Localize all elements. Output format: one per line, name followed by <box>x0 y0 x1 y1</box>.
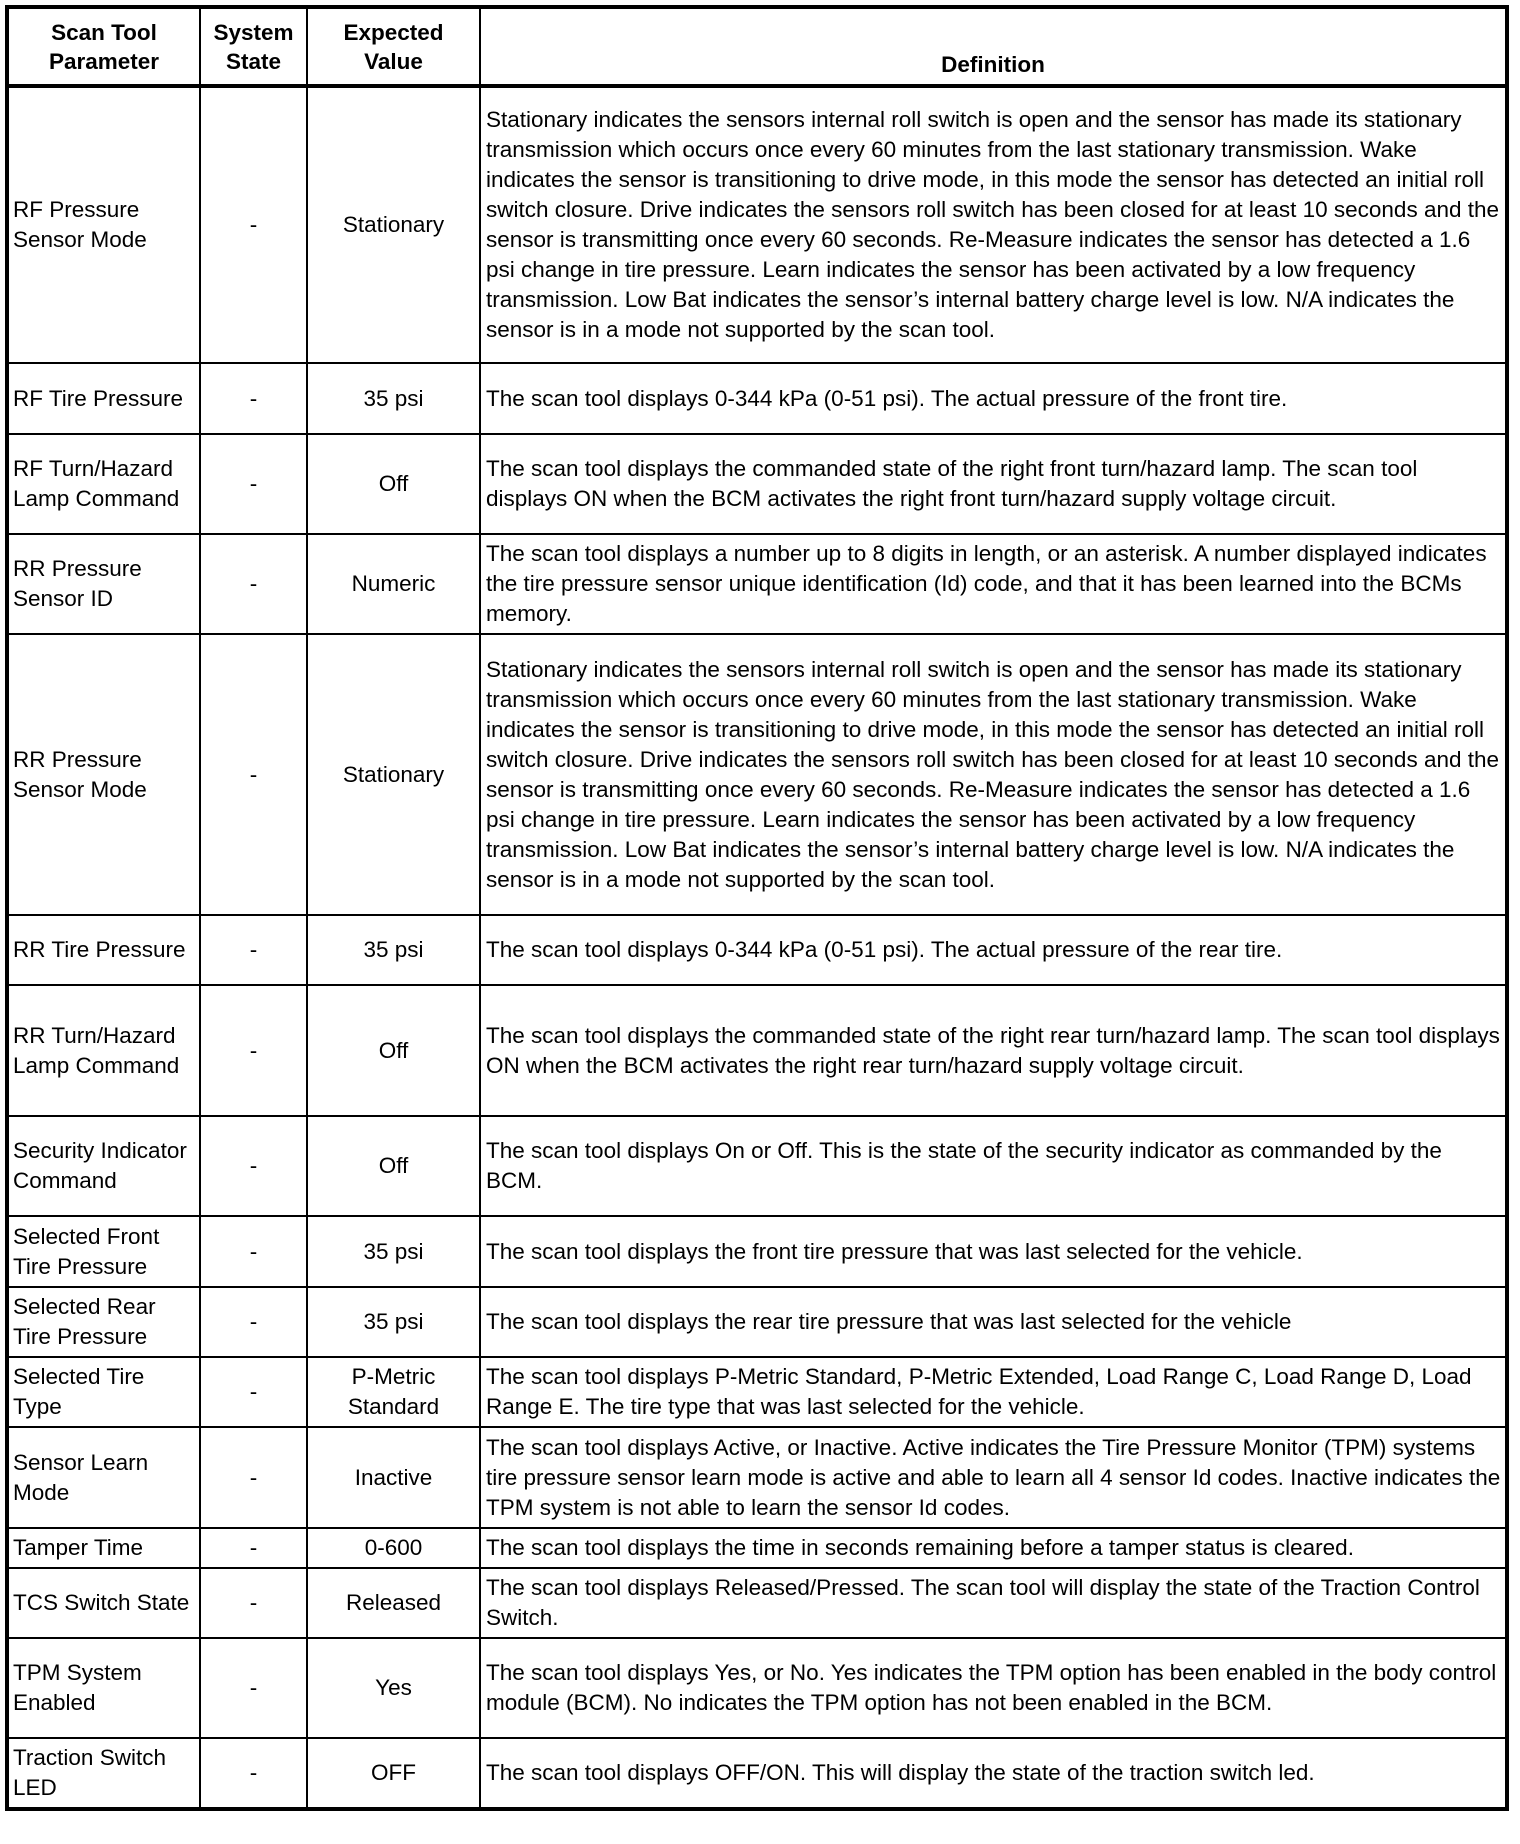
system-state-cell: - <box>200 1287 307 1357</box>
system-state-cell: - <box>200 534 307 634</box>
parameter-cell: RR Tire Pressure <box>7 915 200 985</box>
expected-value-cell: 35 psi <box>307 1287 480 1357</box>
table-row <box>7 1427 1507 1528</box>
table-row <box>7 534 1507 634</box>
parameter-cell: RR Pressure Sensor Mode <box>7 634 200 915</box>
parameter-cell: Selected Rear Tire Pressure <box>7 1287 200 1357</box>
expected-value-cell: OFF <box>307 1738 480 1809</box>
expected-value-cell: Released <box>307 1568 480 1638</box>
expected-value-cell: 35 psi <box>307 1216 480 1287</box>
expected-value-cell: 0-600 <box>307 1528 480 1568</box>
system-state-cell: - <box>200 1568 307 1638</box>
table-row <box>7 1568 1507 1638</box>
parameter-cell: RF Tire Pressure <box>7 363 200 434</box>
system-state-cell: - <box>200 1738 307 1809</box>
definition-cell: The scan tool displays the commanded state of the right front turn/hazard lamp. The scan tool displays ON when the BCM activates the right front turn/hazard supply voltage circuit. <box>480 434 1507 534</box>
expected-value-cell: Yes <box>307 1638 480 1738</box>
parameter-cell: RR Pressure Sensor ID <box>7 534 200 634</box>
system-state-cell: - <box>200 1357 307 1427</box>
definition-cell: The scan tool displays the commanded state of the right rear turn/hazard lamp. The scan tool displays ON when the BCM activates the right rear turn/hazard supply voltage circuit. <box>480 985 1507 1116</box>
scan-tool-parameter-table <box>5 5 1509 1811</box>
table-row <box>7 86 1507 363</box>
parameter-cell: TPM System Enabled <box>7 1638 200 1738</box>
definition-cell: The scan tool displays the rear tire pressure that was last selected for the vehicle <box>480 1287 1507 1357</box>
definition-cell: The scan tool displays Released/Pressed. The scan tool will display the state of the Traction Control Switch. <box>480 1568 1507 1638</box>
expected-value-cell: 35 psi <box>307 915 480 985</box>
definition-cell: The scan tool displays 0-344 kPa (0-51 psi). The actual pressure of the rear tire. <box>480 915 1507 985</box>
expected-value-cell: Off <box>307 985 480 1116</box>
parameter-cell: Tamper Time <box>7 1528 200 1568</box>
expected-value-cell: Off <box>307 434 480 534</box>
system-state-cell: - <box>200 1427 307 1528</box>
header-system-state: System State <box>200 7 307 86</box>
table-row <box>7 1216 1507 1287</box>
expected-value-cell: Off <box>307 1116 480 1216</box>
system-state-cell: - <box>200 434 307 534</box>
expected-value-cell: Stationary <box>307 86 480 363</box>
system-state-cell: - <box>200 985 307 1116</box>
system-state-cell: - <box>200 634 307 915</box>
definition-cell: Stationary indicates the sensors internal roll switch is open and the sensor has made its stationary transmission which occurs once every 60 minutes from the last stationary transmission. Wake indicates the sensor is transitioning to drive mode, in this mode the sensor has detected an initial roll switch closure. Drive indicates the sensors roll switch has been closed for at least 10 seconds and the sensor is transmitting once every 60 seconds. Re-Measure indicates the sensor has detected a 1.6 psi change in tire pressure. Learn indicates the sensor has been activated by a low frequency transmission. Low Bat indicates the sensor’s internal battery charge level is low. N/A indicates the sensor is in a mode not supported by the scan tool. <box>480 634 1507 915</box>
parameter-cell: Selected Tire Type <box>7 1357 200 1427</box>
parameter-cell: Sensor Learn Mode <box>7 1427 200 1528</box>
system-state-cell: - <box>200 1216 307 1287</box>
table-row <box>7 1638 1507 1738</box>
definition-cell: The scan tool displays P-Metric Standard, P-Metric Extended, Load Range C, Load Range D, Load Range E. The tire type that was last selected for the vehicle. <box>480 1357 1507 1427</box>
parameter-cell: Security Indicator Command <box>7 1116 200 1216</box>
definition-cell: The scan tool displays a number up to 8 digits in length, or an asterisk. A number displayed indicates the tire pressure sensor unique identification (Id) code, and that it has been learned into the BCMs memory. <box>480 534 1507 634</box>
table-body <box>7 86 1507 1809</box>
table-row <box>7 1738 1507 1809</box>
table-row <box>7 434 1507 534</box>
system-state-cell: - <box>200 915 307 985</box>
parameter-cell: TCS Switch State <box>7 1568 200 1638</box>
system-state-cell: - <box>200 363 307 434</box>
table-row <box>7 1287 1507 1357</box>
table-row <box>7 363 1507 434</box>
definition-cell: The scan tool displays On or Off. This is the state of the security indicator as commanded by the BCM. <box>480 1116 1507 1216</box>
definition-cell: The scan tool displays Active, or Inactive. Active indicates the Tire Pressure Monitor (TPM) systems tire pressure sensor learn mode is active and able to learn all 4 sensor Id codes. Inactive indicates the TPM system is not able to learn the sensor Id codes. <box>480 1427 1507 1528</box>
system-state-cell: - <box>200 1638 307 1738</box>
definition-cell: Stationary indicates the sensors internal roll switch is open and the sensor has made its stationary transmission which occurs once every 60 minutes from the last stationary transmission. Wake indicates the sensor is transitioning to drive mode, in this mode the sensor has detected an initial roll switch closure. Drive indicates the sensors roll switch has been closed for at least 10 seconds and the sensor is transmitting once every 60 seconds. Re-Measure indicates the sensor has detected a 1.6 psi change in tire pressure. Learn indicates the sensor has been activated by a low frequency transmission. Low Bat indicates the sensor’s internal battery charge level is low. N/A indicates the sensor is in a mode not supported by the scan tool. <box>480 86 1507 363</box>
expected-value-cell: Inactive <box>307 1427 480 1528</box>
table-row <box>7 1528 1507 1568</box>
table-row <box>7 1116 1507 1216</box>
table-row <box>7 1357 1507 1427</box>
header-expected-value: Expected Value <box>307 7 480 86</box>
parameter-cell: RF Turn/Hazard Lamp Command <box>7 434 200 534</box>
table-row <box>7 634 1507 915</box>
expected-value-cell: 35 psi <box>307 363 480 434</box>
definition-cell: The scan tool displays the front tire pressure that was last selected for the vehicle. <box>480 1216 1507 1287</box>
expected-value-cell: Stationary <box>307 634 480 915</box>
definition-cell: The scan tool displays 0-344 kPa (0-51 psi). The actual pressure of the front tire. <box>480 363 1507 434</box>
definition-cell: The scan tool displays the time in seconds remaining before a tamper status is cleared. <box>480 1528 1507 1568</box>
system-state-cell: - <box>200 1528 307 1568</box>
header-definition: Definition <box>480 7 1507 86</box>
definition-cell: The scan tool displays OFF/ON. This will display the state of the traction switch led. <box>480 1738 1507 1809</box>
expected-value-cell: P-Metric Standard <box>307 1357 480 1427</box>
expected-value-cell: Numeric <box>307 534 480 634</box>
header-row <box>7 7 1507 86</box>
system-state-cell: - <box>200 1116 307 1216</box>
header-parameter: Scan Tool Parameter <box>7 7 200 86</box>
parameter-cell: Selected Front Tire Pressure <box>7 1216 200 1287</box>
table-row <box>7 985 1507 1116</box>
system-state-cell: - <box>200 86 307 363</box>
definition-cell: The scan tool displays Yes, or No. Yes indicates the TPM option has been enabled in the body control module (BCM). No indicates the TPM option has not been enabled in the BCM. <box>480 1638 1507 1738</box>
table-row <box>7 915 1507 985</box>
parameter-cell: RF Pressure Sensor Mode <box>7 86 200 363</box>
parameter-cell: Traction Switch LED <box>7 1738 200 1809</box>
parameter-cell: RR Turn/Hazard Lamp Command <box>7 985 200 1116</box>
